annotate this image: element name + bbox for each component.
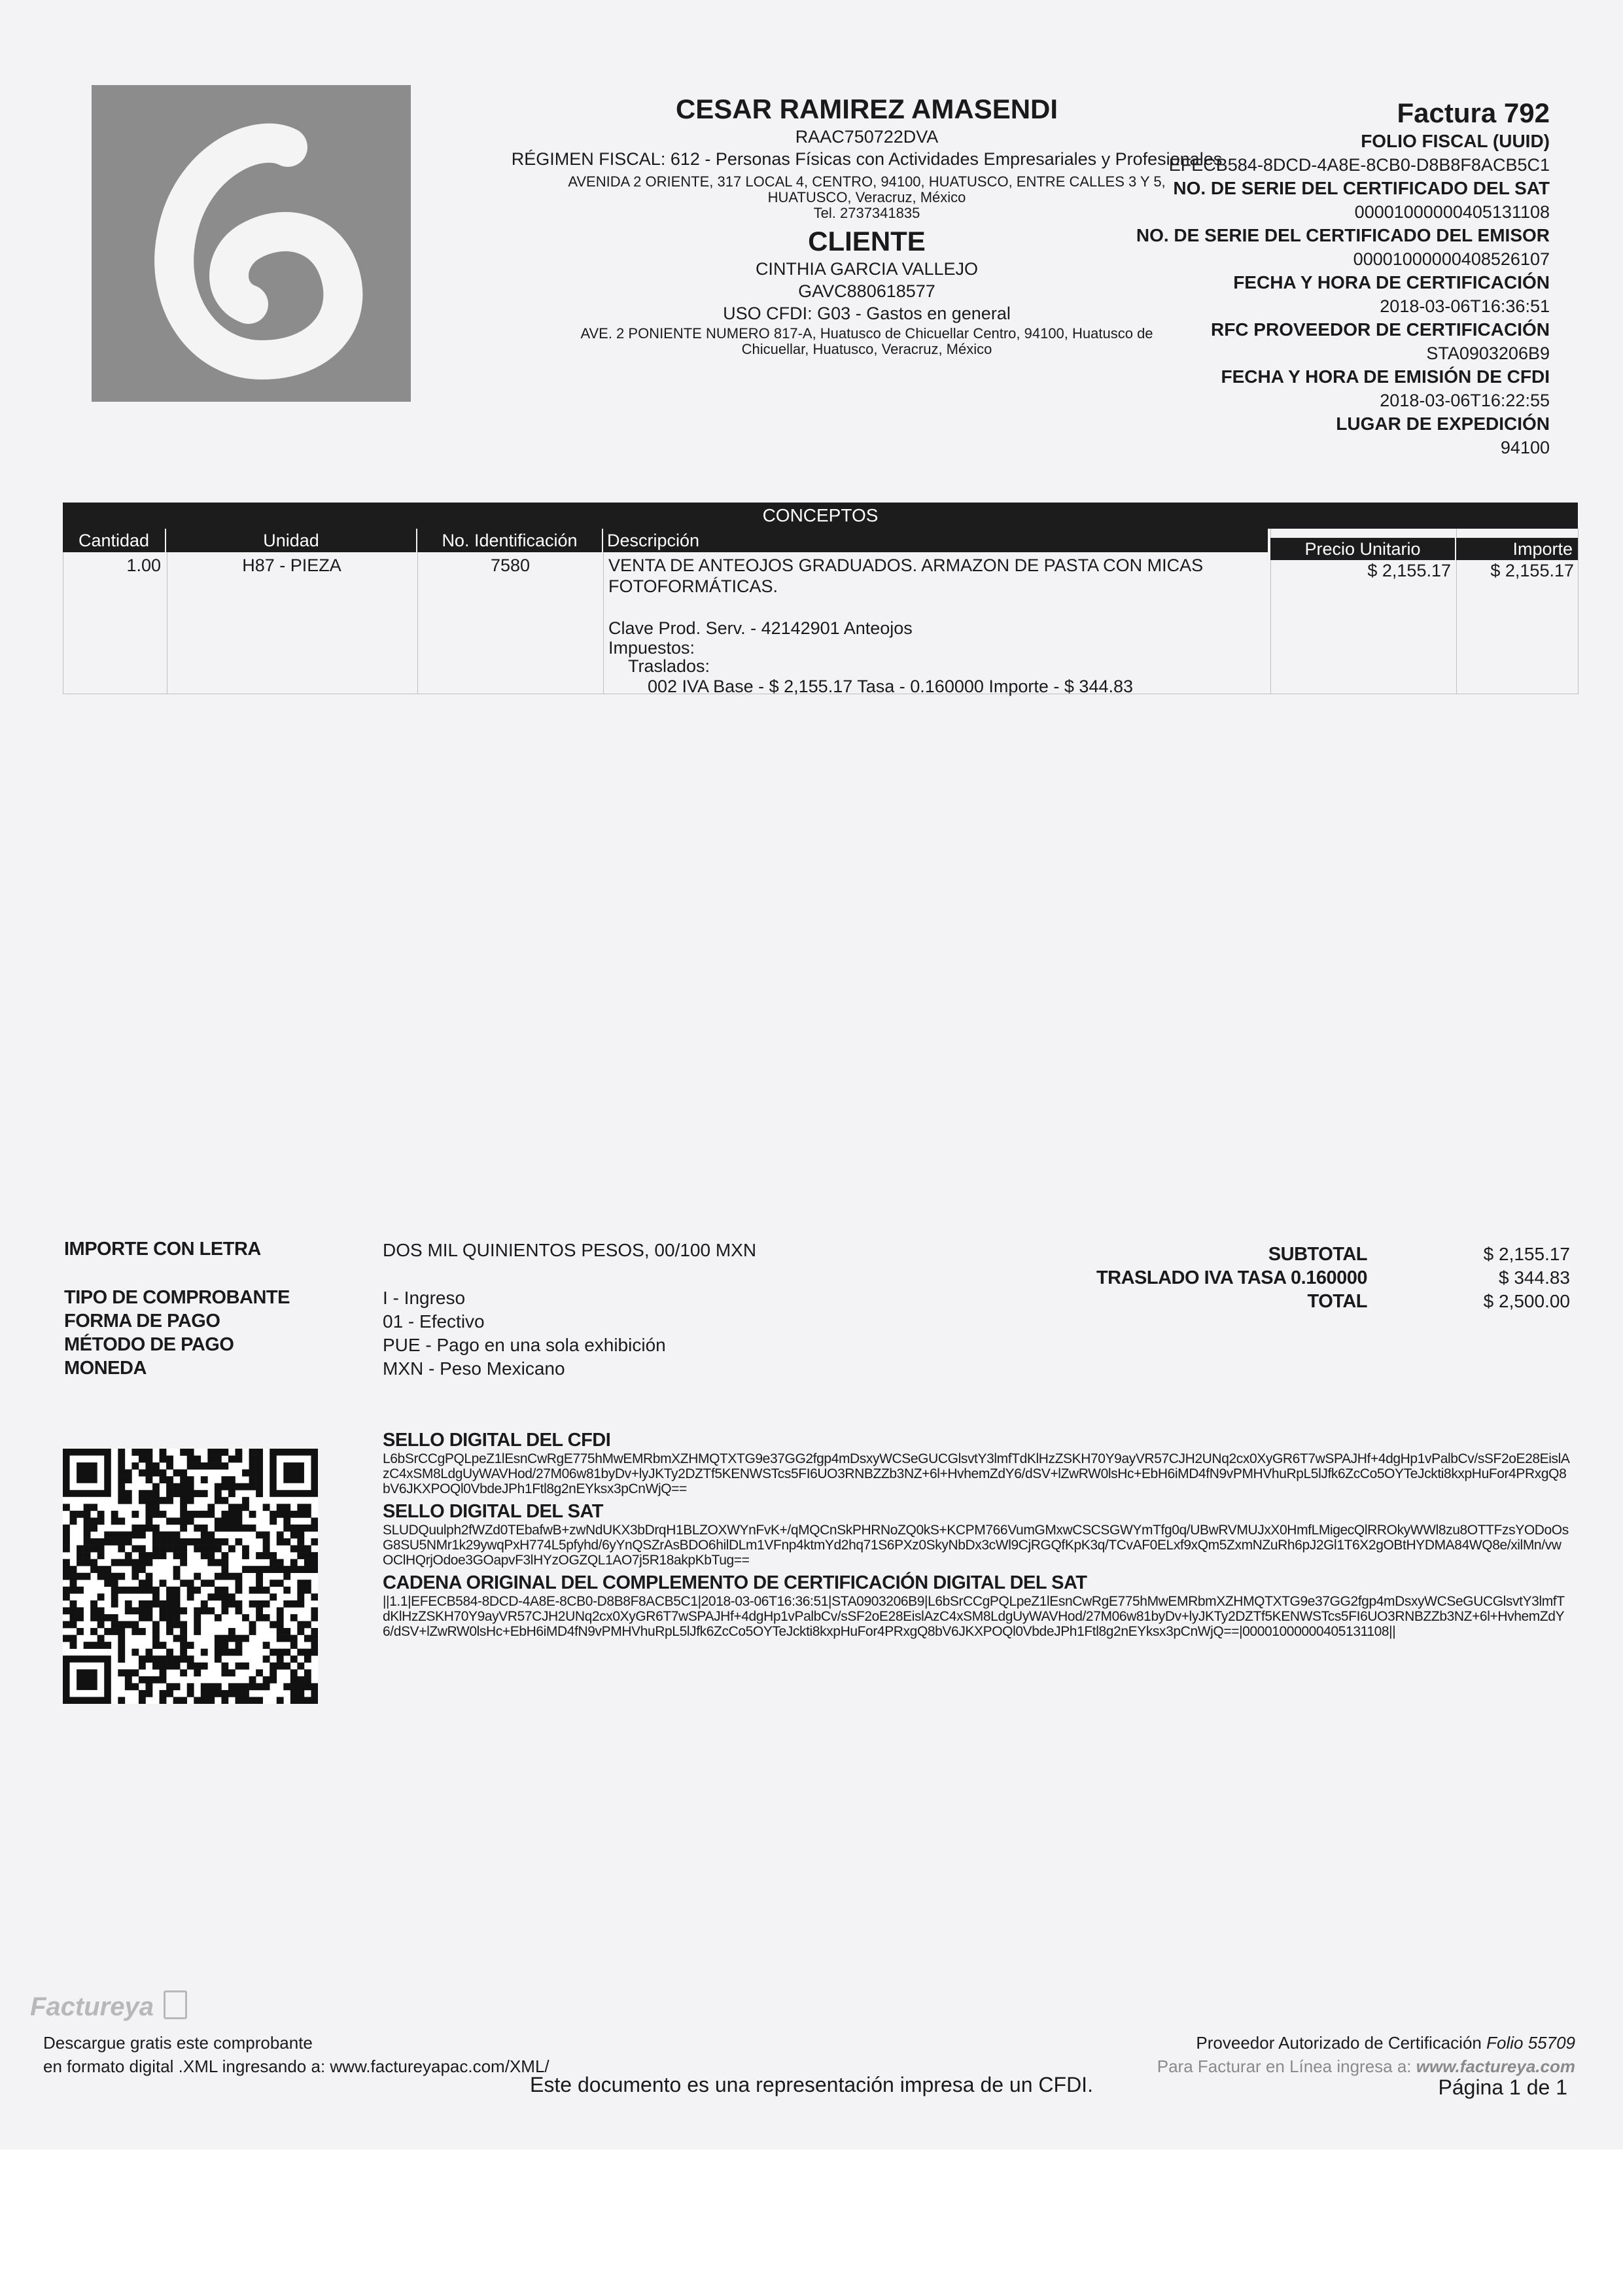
emisor-direccion: AVENIDA 2 ORIENTE, 317 LOCAL 4, CENTRO, 94100, HUATUSCO, ENTRE CALLES 3 Y 5, HUATUSCO, Veracruz, México [568, 173, 1166, 205]
factura-field-value: 2018-03-06T16:22:55 [1380, 391, 1550, 410]
factura-field-value: STA0903206B9 [1426, 344, 1550, 363]
forma-pago-label: FORMA DE PAGO [64, 1311, 220, 1332]
factura-field-label: LUGAR DE EXPEDICIÓN [1336, 414, 1550, 434]
cliente-direccion: AVE. 2 PONIENTE NUMERO 817-A, Huatusco de Chicuellar Centro, 94100, Huatusco de Chicuellar, Huatusco, Veracruz, México [580, 325, 1153, 357]
metodo-pago: PUE - Pago en una sola exhibición [383, 1335, 666, 1355]
cliente-uso-cfdi: USO CFDI: G03 - Gastos en general [723, 304, 1011, 323]
sello-sat: SLUDQuulph2fWZd0TEbafwB+zwNdUKX3bDrqH1BLZOXWYnFvK+/qMQCnSkPHRNoZQ0kS+KCPM766VumGMxwCSCSGWYmTfg0q/UBwRVMUJxX0HmfLMigecQlRROkyWWl8zu8OTTFzsYODoOsG8SU5NMr1k29ywqPxH774L5pfyhd/6yYnQSZrAsBDO6hilDLm1VFnp4ktmYd2hq71S6PXz0SkyNbDx3cWl9CjRGQfKpK3q/TCvAF0ELxf9xQm5ZxmNZuRh6pJ2Gl1T6X2gOBtHYDMA84WQ8e/xilMn/vwOClHQrjOdoe3GOapvF3lHYzOGZQL1AO7j5R18akpKbTug== [383, 1523, 1569, 1568]
factura-field-label: RFC PROVEEDOR DE CERTIFICACIÓN [1210, 319, 1550, 340]
header-unidad: Unidad [166, 529, 417, 552]
total-value: $ 2,500.00 [1483, 1291, 1570, 1311]
cell-cantidad: 1.00 [126, 556, 161, 575]
factura-field-value: EFECB584-8DCD-4A8E-8CB0-D8B8F8ACB5C1 [1168, 155, 1550, 175]
cell-unidad: H87 - PIEZA [242, 556, 341, 575]
factura-field-value: 2018-03-06T16:36:51 [1380, 296, 1550, 316]
cliente-title: CLIENTE [808, 226, 926, 256]
moneda: MXN - Peso Mexicano [383, 1358, 565, 1379]
factura-field-label: FECHA Y HORA DE CERTIFICACIÓN [1233, 272, 1550, 292]
emisor-rfc: RAAC750722DVA [795, 127, 939, 147]
cell-precio: $ 2,155.17 [1367, 561, 1451, 580]
cell-importe: $ 2,155.17 [1490, 561, 1574, 580]
moneda-label: MONEDA [64, 1358, 147, 1379]
total-label: TOTAL [1307, 1291, 1367, 1312]
header-identificacion: No. Identificación [417, 529, 603, 552]
factura-field-value: 00001000000405131108 [1354, 202, 1550, 222]
subtotal-value: $ 2,155.17 [1483, 1244, 1570, 1264]
conceptos-title: CONCEPTOS [63, 503, 1578, 529]
sello-cfdi: L6bSrCCgPQLpeZ1lEsnCwRgE775hMwEMRbmXZHMQTXTG9e37GG2fgp4mDsxyWCSeGUCGlsvtY3lmfTdKlHzZSKH70Y9ayVR57CJH2UNq2cx0XyGR6T7wSPAJHf+4dgHp1vPalbCv/sSF2oE28EislAzC4xSM8LdgUyWAVHod/27M06w81byDv+lyJKTy2DZTf5KENWSTcs5FI6UO3RNBZZb3NZ+6l+HvhemZdY6/dSV+lZwRW0lsHc+EbH6iMD4fN9vPMHVhuRpL5lJfk6ZcCo5OYTeJckti8kxpHuFor4PRxgQ8bV6JKXPOQl0VbdeJPh1Ftl8g2nEYksx3pCnWjQ== [383, 1451, 1570, 1496]
sello-sat-label: SELLO DIGITAL DEL SAT [383, 1501, 603, 1522]
importe-letra-label: IMPORTE CON LETRA [64, 1239, 261, 1260]
col-cantidad [63, 529, 167, 694]
factura-field-value: 94100 [1500, 438, 1550, 457]
factureya-brand: Factureya [30, 1992, 154, 2021]
representacion-impresa: Este documento es una representación impresa de un CFDI. [530, 2073, 1093, 2096]
iva-line: 002 IVA Base - $ 2,155.17 Tasa - 0.160000 Importe - $ 344.83 [648, 677, 1134, 696]
cell-descripcion [608, 555, 1263, 698]
descarga-line-1: Descargue gratis este comprobante [43, 2033, 313, 2053]
col-identificacion [417, 529, 604, 694]
cliente-nombre: CINTHIA GARCIA VALLEJO [755, 259, 979, 279]
subtotal-label: SUBTOTAL [1268, 1244, 1367, 1265]
sello-cfdi-label: SELLO DIGITAL DEL CFDI [383, 1430, 611, 1451]
traslado-iva-value: $ 344.83 [1499, 1267, 1570, 1288]
facturar-link[interactable]: www.factureya.com [1416, 2057, 1575, 2076]
qr-code-icon [63, 1449, 318, 1704]
page-bottom-margin [0, 2149, 1623, 2296]
header-descripcion: Descripción [603, 529, 1269, 552]
factura-title: Factura 792 [1397, 97, 1550, 128]
metodo-pago-label: MÉTODO DE PAGO [64, 1334, 234, 1355]
descarga-line-2: en formato digital .XML ingresando a: www.factureyapac.com/XML/ [43, 2057, 550, 2076]
cliente-rfc: GAVC880618577 [798, 281, 935, 301]
cell-identificacion: 7580 [490, 556, 531, 575]
factura-field-value: 00001000000408526107 [1353, 249, 1550, 269]
descripcion-text: VENTA DE ANTEOJOS GRADUADOS. ARMAZON DE PASTA CON MICAS FOTOFORMÁTICAS. [608, 556, 1204, 596]
proveedor-line [916, 2032, 1575, 2054]
pagina-indicador: Página 1 de 1 [1438, 2075, 1567, 2099]
emisor-telefono: Tel. 2737341835 [813, 205, 920, 221]
factura-field-label: FOLIO FISCAL (UUID) [1361, 131, 1550, 151]
cadena-original-label: CADENA ORIGINAL DEL COMPLEMENTO DE CERTIFICACIÓN DIGITAL DEL SAT [383, 1572, 1087, 1593]
tipo-comprobante-label: TIPO DE COMPROBANTE [64, 1287, 290, 1308]
proveedor-folio: Folio 55709 [1486, 2033, 1575, 2053]
document-icon [164, 1990, 187, 2019]
header-precio: Precio Unitario [1270, 538, 1456, 560]
forma-pago: 01 - Efectivo [383, 1311, 485, 1332]
traslados-label: Traslados: [628, 656, 710, 676]
facturar-line [916, 2055, 1575, 2077]
factura-field-label: NO. DE SERIE DEL CERTIFICADO DEL EMISOR [1136, 225, 1550, 245]
factura-field-label: FECHA Y HORA DE EMISIÓN DE CFDI [1221, 366, 1550, 387]
traslado-iva-label: TRASLADO IVA TASA 0.160000 [1096, 1267, 1367, 1288]
conceptos-table [63, 503, 1578, 694]
impuestos-label: Impuestos: [608, 638, 695, 658]
emisor-regimen: RÉGIMEN FISCAL: 612 - Personas Físicas con Actividades Empresariales y Profesionales [511, 149, 1223, 169]
header-cantidad: Cantidad [63, 529, 166, 552]
factura-block [961, 97, 1550, 459]
col-unidad [166, 529, 418, 694]
emisor-nombre: CESAR RAMIREZ AMASENDI [675, 94, 1058, 124]
proveedor-text: Proveedor Autorizado de Certificación [1196, 2033, 1482, 2053]
factura-field-label: NO. DE SERIE DEL CERTIFICADO DEL SAT [1173, 178, 1550, 198]
tipo-comprobante: I - Ingreso [383, 1288, 466, 1308]
importe-letra: DOS MIL QUINIENTOS PESOS, 00/100 MXN [383, 1240, 757, 1260]
facturar-text: Para Facturar en Línea ingresa a: [1157, 2057, 1412, 2076]
clave-prod: Clave Prod. Serv. - 42142901 Anteojos [608, 618, 913, 638]
header-importe: Importe [1456, 538, 1578, 560]
cadena-original: ||1.1|EFECB584-8DCD-4A8E-8CB0-D8B8F8ACB5C1|2018-03-06T16:36:51|STA0903206B9|L6bSrCCgPQLpeZ1lEsnCwRgE775hMwEMRbmXZHMQTXTG9e37GG2fgp4mDsxyWCSeGUCGlsvtY3lmfTdKlHzZSKH70Y9ayVR57CJH2UNq2cx0XyGR6T7wSPAJHf+4dgHp1vPalbCv/sSF2oE28EislAzC4xSM8LdgUyWAVHod/27M06w81byDv+lyJKTy2DZTf5KENWSTcs5FI6UO3RNBZZb3NZ+6l+HvhemZdY6/dSV+lZwRW0lsHc+EbH6iMD4fN9vPMHVhuRpL5lJfk6ZcCo5OYTeJckti8kxpHuFor4PRxgQ8bV6JKXPOQl0VbdeJPh1Ftl8g2nEYksx3pCnWjQ==|00001000000405131108|| [383, 1594, 1565, 1639]
factureya-logo [30, 1990, 187, 2022]
sellos-block [383, 1429, 1570, 1639]
spiral-logo [92, 85, 411, 402]
